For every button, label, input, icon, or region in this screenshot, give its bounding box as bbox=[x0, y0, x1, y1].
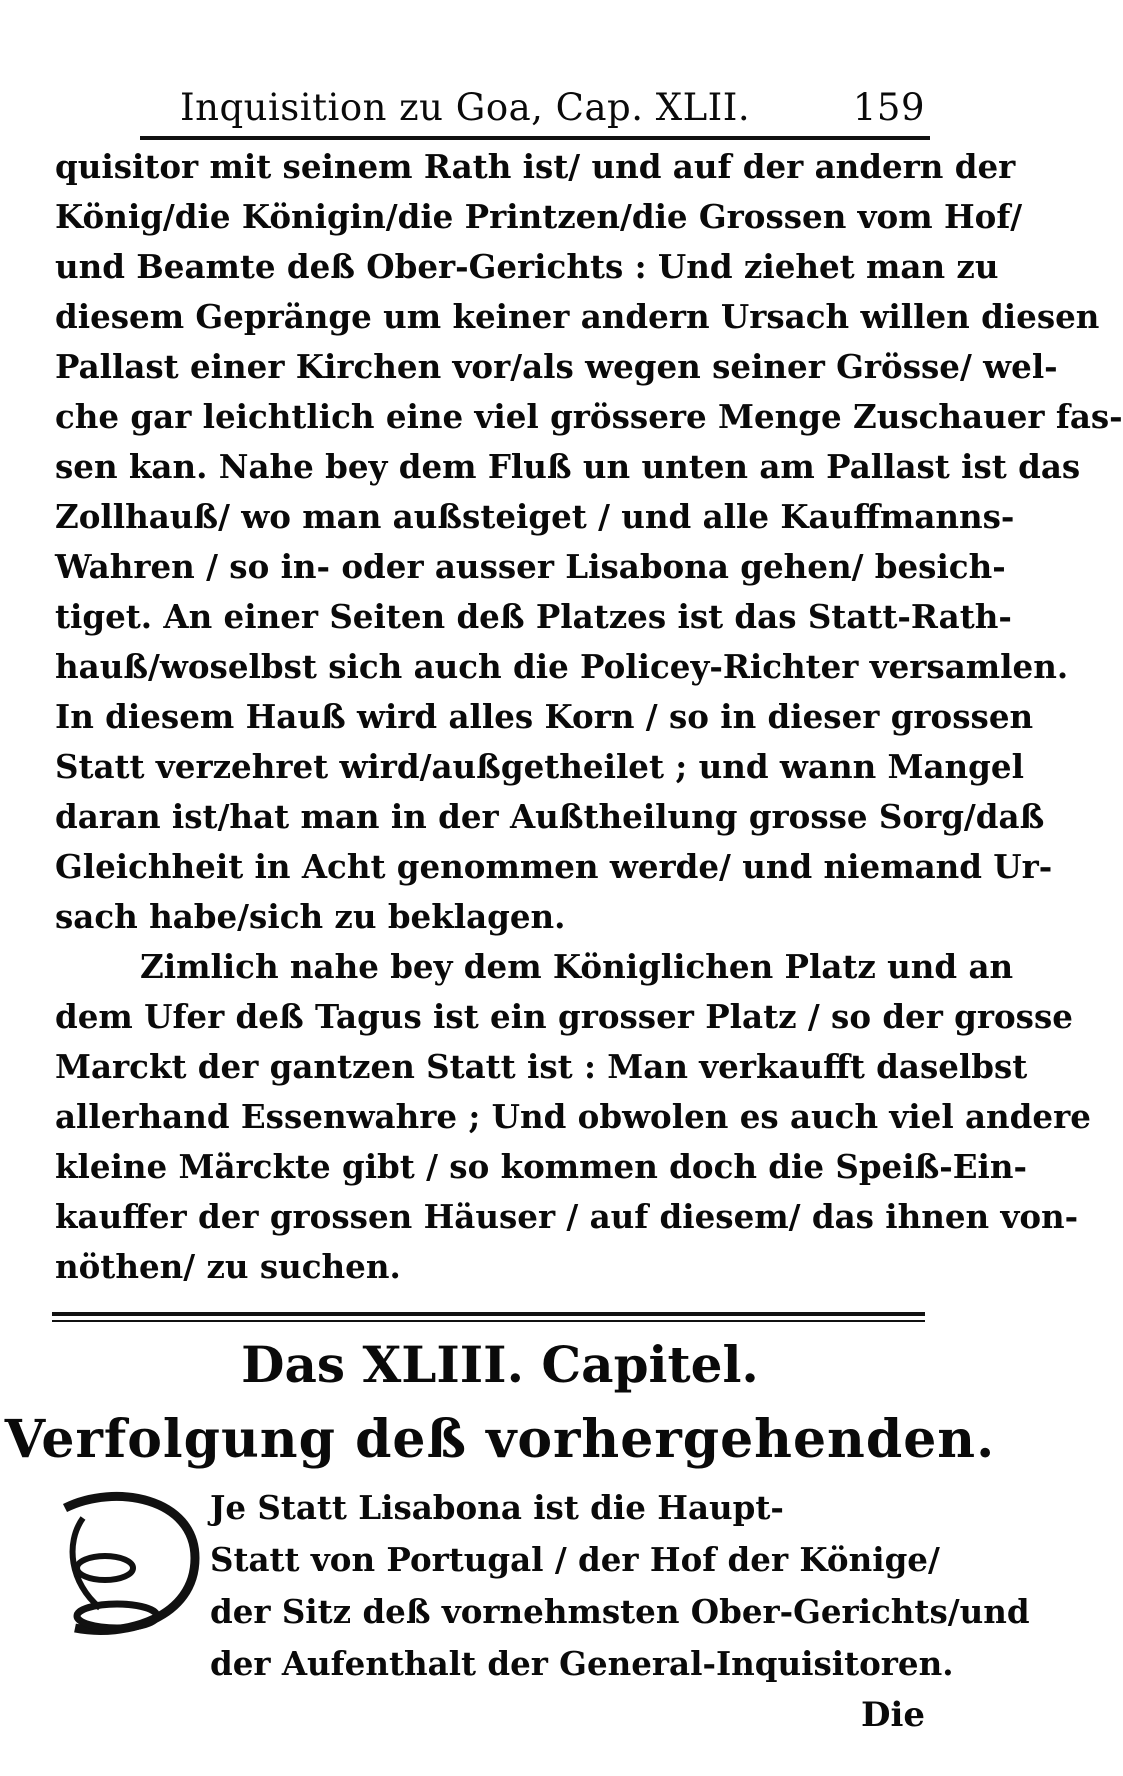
text-line: König/die Königin/die Printzen/die Grossen vom Hof/ bbox=[55, 197, 1023, 236]
text-line: und Beamte deß Ober-Gerichts : Und ziehet man zu bbox=[55, 247, 999, 286]
chapter-intro-text bbox=[210, 1482, 1030, 1690]
text-line: kauffer der grossen Häuser / auf diesem/ das ihnen von- bbox=[55, 1197, 1079, 1236]
text-line: kleine Märckte gibt / so kommen doch die Speiß-Ein- bbox=[55, 1147, 1028, 1186]
text-line: quisitor mit seinem Rath ist/ und auf der andern der bbox=[55, 147, 1016, 186]
running-title: Inquisition zu Goa, Cap. XLII. bbox=[180, 86, 751, 129]
text-line: sach habe/sich zu beklagen. bbox=[55, 897, 566, 936]
text-line: Pallast einer Kirchen vor/als wegen seiner Grösse/ wel- bbox=[55, 347, 1058, 386]
text-line: Je Statt Lisabona ist die Haupt- bbox=[210, 1488, 784, 1527]
text-line: tiget. An einer Seiten deß Platzes ist das Statt-Rath- bbox=[55, 597, 1012, 636]
text-line: diesem Gepränge um keiner andern Ursach willen diesen bbox=[55, 297, 1100, 336]
text-line: In diesem Hauß wird alles Korn / so in dieser grossen bbox=[55, 697, 1034, 736]
text-line: sen kan. Nahe bey dem Fluß un unten am Pallast ist das bbox=[55, 447, 1081, 486]
text-line: Wahren / so in- oder ausser Lisabona gehen/ besich- bbox=[55, 547, 1006, 586]
text-line: Statt verzehret wird/außgetheilet ; und wann Mangel bbox=[55, 747, 1024, 786]
catchword: Die bbox=[860, 1695, 925, 1735]
text-line: nöthen/ zu suchen. bbox=[55, 1247, 401, 1286]
page-number: 159 bbox=[852, 86, 925, 129]
text-line: daran ist/hat man in der Außtheilung grosse Sorg/daß bbox=[55, 797, 1045, 836]
text-line: der Sitz deß vornehmsten Ober-Gerichts/und bbox=[210, 1592, 1030, 1631]
text-line: Zollhauß/ wo man außsteiget / und alle Kauffmanns- bbox=[55, 497, 1015, 536]
text-line: dem Ufer deß Tagus ist ein grosser Platz / so der grosse bbox=[55, 997, 1073, 1036]
header-rule bbox=[140, 136, 930, 140]
chapter-subtitle: Verfolgung deß vorhergehenden. bbox=[4, 1409, 996, 1470]
running-head bbox=[180, 78, 925, 138]
text-line: allerhand Essenwahre ; Und obwolen es auch viel andere bbox=[55, 1097, 1091, 1136]
body-text bbox=[55, 142, 1123, 1292]
text-line: Zimlich nahe bey dem Königlichen Platz und an bbox=[140, 947, 1014, 986]
text-line: Marckt der gantzen Statt ist : Man verkaufft daselbst bbox=[55, 1047, 1028, 1086]
text-line: Gleichheit in Acht genommen werde/ und niemand Ur- bbox=[55, 847, 1053, 886]
text-line: che gar leichtlich eine viel grössere Menge Zuschauer fas- bbox=[55, 397, 1123, 436]
chapter-heading: Das XLIII. Capitel. bbox=[241, 1335, 759, 1394]
chapter-divider-rule bbox=[52, 1312, 925, 1322]
text-line: hauß/woselbst sich auch die Policey-Richter versamlen. bbox=[55, 647, 1069, 686]
text-line: Statt von Portugal / der Hof der Könige/ bbox=[210, 1540, 940, 1579]
text-line: der Aufenthalt der General-Inquisitoren. bbox=[210, 1644, 954, 1683]
decorative-initial bbox=[55, 1488, 205, 1638]
